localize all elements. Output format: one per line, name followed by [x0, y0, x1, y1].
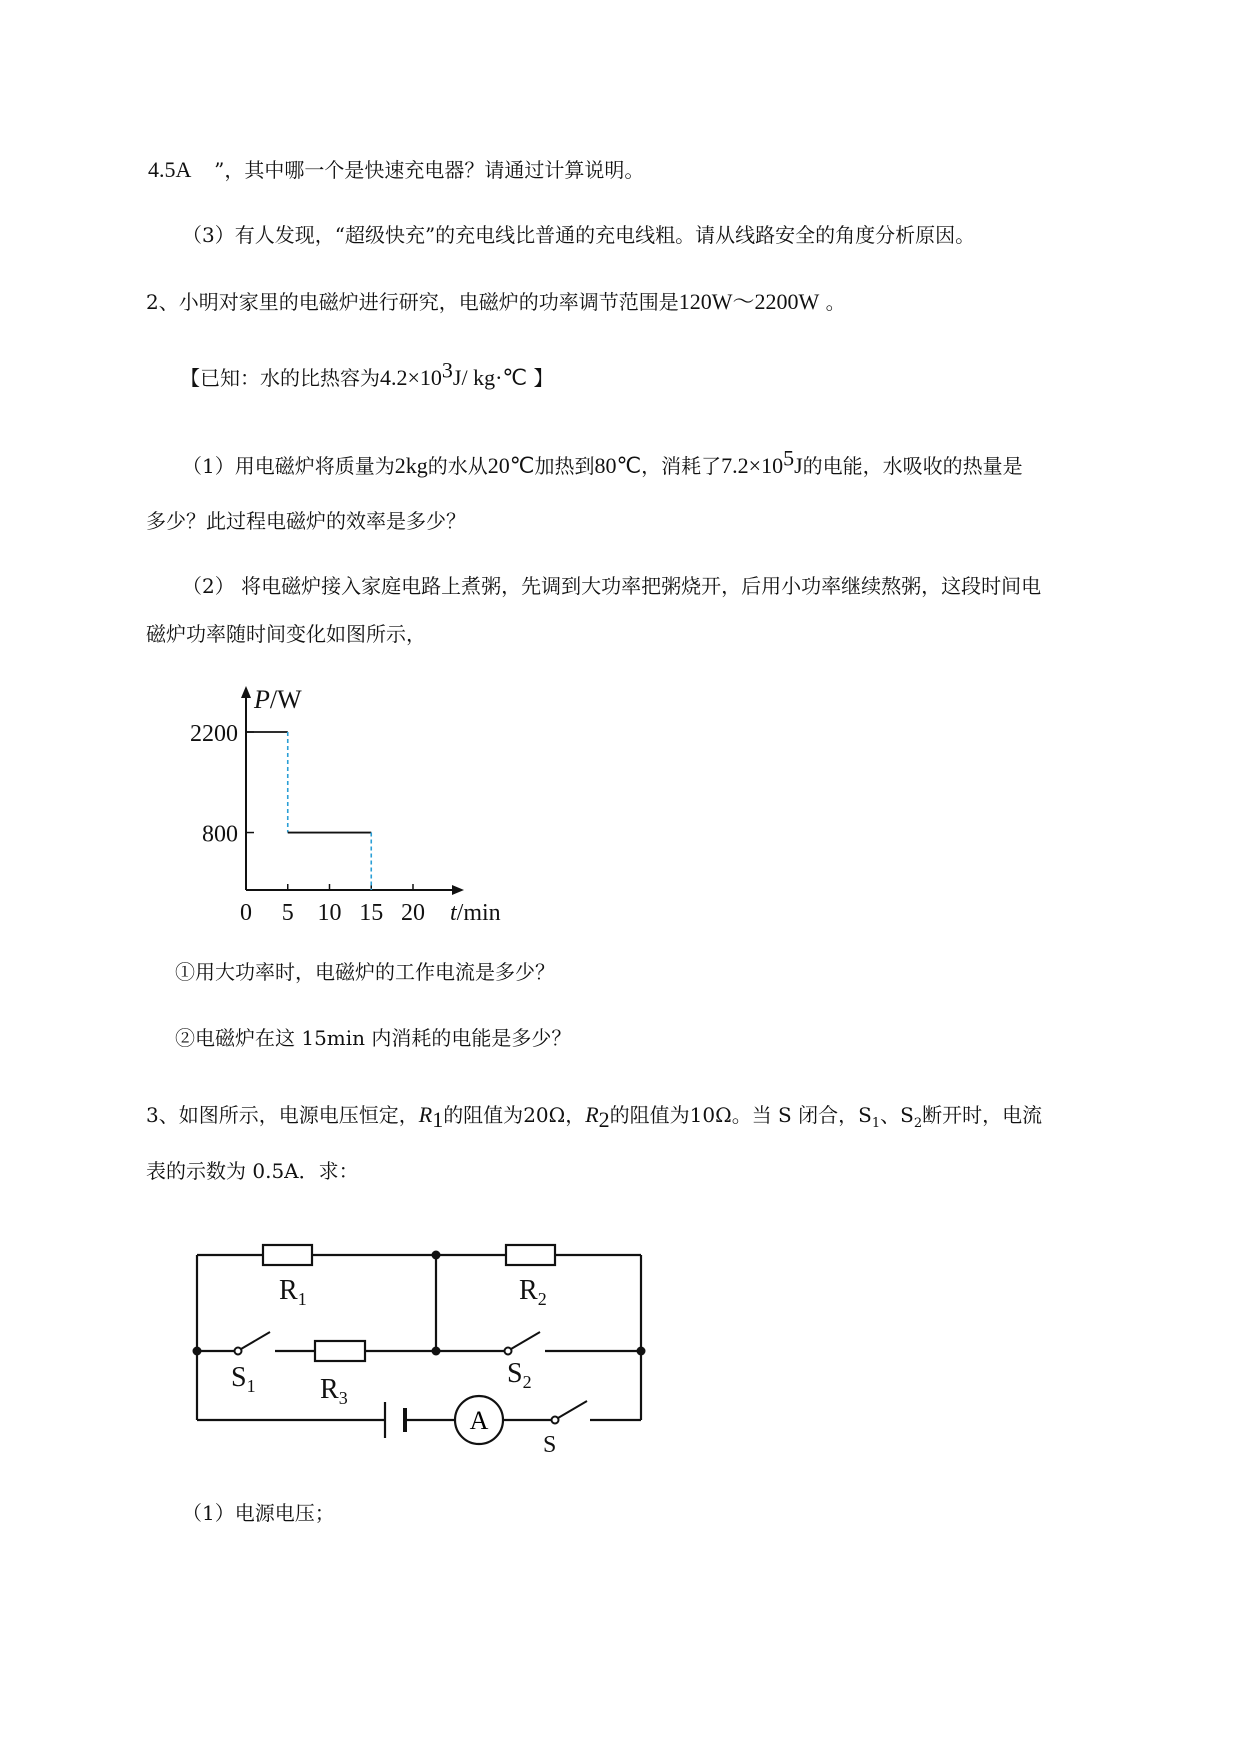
text-fragment: 、S — [880, 1103, 914, 1127]
energy-unit: J — [794, 453, 803, 478]
label-s2: $S_2$ — [507, 1358, 532, 1392]
label-r3: $R_3$ — [320, 1374, 348, 1408]
text-line-2 — [182, 221, 975, 249]
x-tick-label: 15 — [359, 900, 384, 926]
text-fragment: 磁炉功率随时间变化如图所示， — [146, 622, 426, 646]
text-fragment: 的电能，水吸收的热量是 — [802, 454, 1023, 478]
junction-dots — [193, 1251, 646, 1356]
question-3-line-2 — [146, 1157, 359, 1185]
text-fragment: （1）电源电压； — [182, 1501, 335, 1525]
text-fragment: ”，其中哪一个是快速充电器？请通过计算说明。 — [214, 158, 645, 182]
label-s: S — [543, 1432, 557, 1458]
initial-temp: 20℃ — [487, 453, 535, 478]
resistor-r2 — [506, 1245, 555, 1265]
mass-value: 2kg — [394, 453, 428, 478]
final-temp: 80℃ — [594, 453, 642, 478]
resistor-r3 — [315, 1341, 365, 1361]
subscript: 2 — [913, 1116, 923, 1131]
text-fragment: 。当 S 闭合，S — [731, 1103, 872, 1127]
label-r1: $R_1$ — [279, 1275, 307, 1309]
resistor-r1 — [263, 1245, 312, 1265]
text-fragment: 加热到 — [534, 454, 595, 478]
text-fragment: ①用大功率时，电磁炉的工作电流是多少？ — [175, 960, 555, 984]
label-s1: $S_1$ — [231, 1362, 256, 1396]
known-condition — [180, 357, 554, 392]
text-fragment: 断开时，电流 — [922, 1103, 1043, 1127]
switch-s — [552, 1401, 588, 1424]
text-fragment: 3、如图所示，电源电压恒定， — [146, 1103, 419, 1127]
text-fragment: 】 — [533, 366, 554, 390]
sub-question-2 — [175, 1024, 571, 1052]
part-1-line-2 — [146, 507, 466, 535]
switch-s1 — [235, 1332, 271, 1355]
x-axis-arrow — [452, 885, 464, 895]
question-2-title — [146, 288, 846, 316]
y-axis-label: P/W — [254, 685, 302, 714]
r2-value: 10Ω — [689, 1103, 732, 1127]
power-time-chart — [170, 680, 530, 930]
text-fragment: 的水从 — [427, 454, 488, 478]
text-fragment: （3）有人发现，“超级快充”的充电线比普通的充电线粗。请从线路安全的角度分析原因。 — [182, 223, 976, 247]
y-tick-label: 2200 — [190, 721, 238, 747]
text-fragment: 的阻值为 — [443, 1103, 524, 1127]
text-fragment: 表的示数为 0.5A．求： — [146, 1159, 359, 1183]
power-range: 120W～2200W — [678, 289, 820, 314]
label-r2: $R_2$ — [519, 1275, 547, 1309]
part-2-line-2 — [146, 620, 426, 648]
text-fragment: （1）用电磁炉将质量为 — [182, 454, 395, 478]
x-tick-label: 5 — [281, 900, 294, 926]
sub-question-1 — [175, 958, 555, 986]
text-fragment: ②电磁炉在这 15min 内消耗的电能是多少？ — [175, 1026, 572, 1050]
text-fragment: （2） 将电磁炉接入家庭电路上煮粥，先调到大功率把粥烧开，后用小功率继续熬粥，这段时间电 — [182, 574, 1042, 598]
part-1-line-1 — [182, 445, 1023, 480]
text-fragment: 多少？此过程电磁炉的效率是多少？ — [146, 509, 466, 533]
text-line-1 — [148, 156, 644, 184]
x-tick-label: 10 — [317, 900, 342, 926]
y-axis-arrow — [241, 686, 251, 698]
text-fragment: 。 — [825, 290, 846, 314]
question-3-part-1 — [182, 1499, 335, 1527]
exponent: 5 — [783, 445, 795, 471]
part-2-line-1 — [182, 572, 1041, 600]
specific-heat-value: 4.2×10 — [380, 365, 442, 390]
text-fragment: 2、小明对家里的电磁炉进行研究，电磁炉的功率调节范围是 — [146, 290, 679, 314]
r1-value: 20Ω — [523, 1103, 566, 1127]
r2-symbol: R — [585, 1102, 599, 1127]
ammeter-label: A — [469, 1406, 489, 1435]
circuit-diagram — [185, 1230, 655, 1460]
circuit-wires — [197, 1255, 641, 1420]
text-fragment: 【已知：水的比热容为 — [180, 366, 380, 390]
x-tick-label: 20 — [401, 900, 425, 926]
current-value: 4.5A — [148, 157, 192, 182]
subscript: 2 — [598, 1107, 610, 1132]
energy-value: 7.2×10 — [721, 453, 784, 478]
r1-symbol: R — [418, 1102, 433, 1127]
text-fragment: 的阻值为 — [609, 1103, 690, 1127]
subscript: 1 — [432, 1107, 444, 1132]
battery-icon — [385, 1402, 405, 1438]
specific-heat-unit: J/ kg·℃ — [452, 365, 528, 390]
exponent: 3 — [441, 357, 453, 383]
text-fragment: ， — [565, 1103, 586, 1127]
ammeter-icon — [455, 1396, 503, 1444]
subscript: 1 — [871, 1116, 881, 1131]
y-tick-label: 800 — [202, 821, 238, 848]
x-tick-label: 0 — [240, 900, 252, 926]
x-axis-label: t/min — [450, 900, 501, 926]
text-fragment: ，消耗了 — [641, 454, 722, 478]
question-3-line-1 — [146, 1101, 1043, 1132]
switch-s2 — [505, 1332, 541, 1355]
